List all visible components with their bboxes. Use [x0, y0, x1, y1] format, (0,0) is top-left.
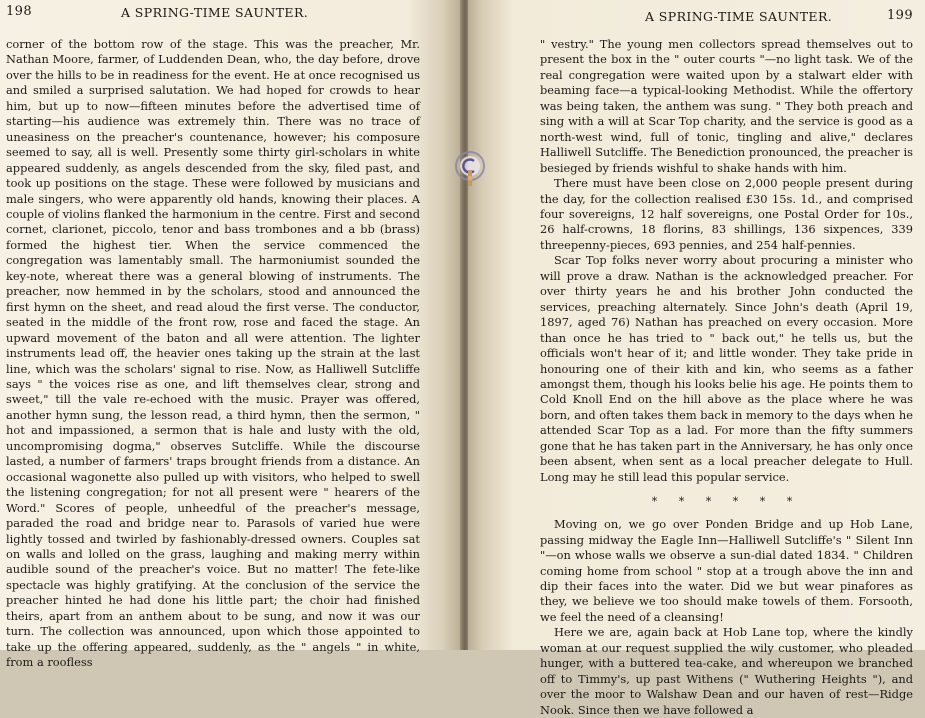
right-running-head [540, 8, 913, 34]
right-running-title: A SPRING-TIME SAUNTER. [645, 9, 833, 24]
left-body-text [6, 37, 420, 671]
right-paragraph-collection: There must have been close on 2,000 people present during the day, for the collection realised £30 15s. 1d., and comprised four sovereigns, 12 half sovereigns, one Postal Order for 10s., 26 half-crowns, 18 florins, 83 shillings, 136 sixpences, 339 threepenny-pieces, 693 pennies, and 254 half-pennies. [540, 176, 913, 252]
left-page-number: 198 [6, 4, 33, 19]
right-body-text [540, 37, 913, 718]
copyright-watermark-icon [452, 148, 488, 188]
right-paragraph-vestry: " vestry." The young men collectors spread themselves out to present the box in the " outer courts "—no light task. We of the real congregation were waited upon by a stalwart elder with beaming face—a typical-looking Methodist. While the offertory was being taken, the anthem was sung. " They both preach and sing with a will at Scar Top charity, and the service is good as a north-west wind, full of tonic, tingling and alive," declares Halliwell Sutcliffe. The Benediction pronounced, the preacher is besieged by friends wishful to shake hands with him. [540, 37, 913, 175]
right-page-number: 199 [886, 8, 913, 23]
left-page [0, 0, 462, 670]
section-break: * * * * * * [651, 495, 802, 509]
right-page [468, 0, 925, 717]
right-paragraph-nathan: Scar Top folks never worry about procuring a minister who will prove a draw. Nathan is the acknowledged preacher. For over thirty years he and his brother John conducted the services, preaching alternately. Since John's death (April 19, 1897, aged 76) Nathan has preached on every occasion. More than once he has tried to " back out," he tells us, but the officials won't hear of it; and little wonder. They take pride in honouring one of their kith and kin, who seems as a father amongst them, though his looks belie his age. He points them to Cold Knoll End on the hill above as the place where he was born, and often takes them back in memory to the days when he attended Scar Top as a lad. For more than the fifty summers gone that he has taken part in the Anniversary, he has only once been absent, when sent as a local preacher delegate to Hull. Long may he still lead this popular service. [540, 253, 913, 484]
right-paragraph-hob-lane: Here we are, again back at Hob Lane top, where the kindly woman at our request supplied the wily customer, who pleaded hunger, with a buttered tea-cake, and whereupon we branched off to Timmy's, up past Withens (" Wuthering Heights "), and over the moor to Walshaw Dean and our haven of rest—Ridge Nook. Since then we have followed a [540, 625, 913, 717]
left-running-title: A SPRING-TIME SAUNTER. [121, 5, 309, 20]
left-running-head [6, 4, 420, 30]
left-paragraph: corner of the bottom row of the stage. This was the preacher, Mr. Nathan Moore, farmer, of Luddenden Dean, who, the day before, drove over the hills to be in readiness for the event. He at once recognised us and smiled a surprised salutation. We had hoped for crowds to hear him, but up to now—fifteen minutes before the advertised time of starting—his audience was extremely thin. There was no trace of uneasiness on the preacher's countenance, however; his composure seemed to say, all is well. Presently some thirty girl-scholars in white appeared suddenly, as angels descended from the sky, filed past, and took up positions on the stage. These were followed by musicians and male singers, who were apparently old hands, knowing their places. A couple of violins flanked the harmonium in the centre. First and second cornet, clarionet, piccolo, tenor and bass trombones and a bb (brass) formed the highest tier. When the service commenced the congregation was lamentably small. The harmoniumist sounded the key-note, whereat there was a general blowing of instruments. The preacher, now hemmed in by the scholars, stood and announced the first hymn on the sheet, and read aloud the first verse. The conductor, seated in the middle of the front row, rose and faced the stage. An upward movement of the baton and all were attention. The lighter instruments lead off, the heavier ones taking up the strain at the last line, which was the scholars' signal to rise. Now, as Halliwell Sutcliffe says " the voices rise as one, and lift themselves clear, strong and sweet," till the vale re-echoed with the music. Prayer was offered, another hymn sung, the lesson read, a third hymn, then the sermon, " hot and impassioned, a sermon that is hale and lusty with the old, uncompromising dogma," observes Sutcliffe. While the discourse lasted, a number of farmers' traps brought friends from a distance. An occasional wagonette also pulled up with visitors, who helped to swell the listening congregation; for not all present were " hearers of the Word." Scores of people, unheedful of the preacher's message, paraded the road and bridge near to. Parasols of varied hue were lightly tossed and twirled by fashionably-dressed owners. Couples sat on walls and lolled on the grass, laughing and making merry within audible sound of the preacher's voice. But no matter! The fete-like spectacle was highly gratifying. At the conclusion of the service the preacher hinted he had done his little part; the choir had finished theirs, apart from an anthem about to be sung, and now it was our turn. The collection was announced, upon which those appointed to take up the offering appeared, suddenly, as the " angels " in white, from a roofless [6, 37, 420, 670]
right-paragraph-ponden: Moving on, we go over Ponden Bridge and up Hob Lane, passing midway the Eagle Inn—Halliwell Sutcliffe's " Silent Inn "—on whose walls we observe a sun-dial dated 1834. " Children coming home from school " stop at a trough above the inn and dip their faces into the water. Did we but wear pinafores as they, we believe we too should make towels of them. Forsooth, we feel the need of a cleansing! [540, 517, 913, 624]
